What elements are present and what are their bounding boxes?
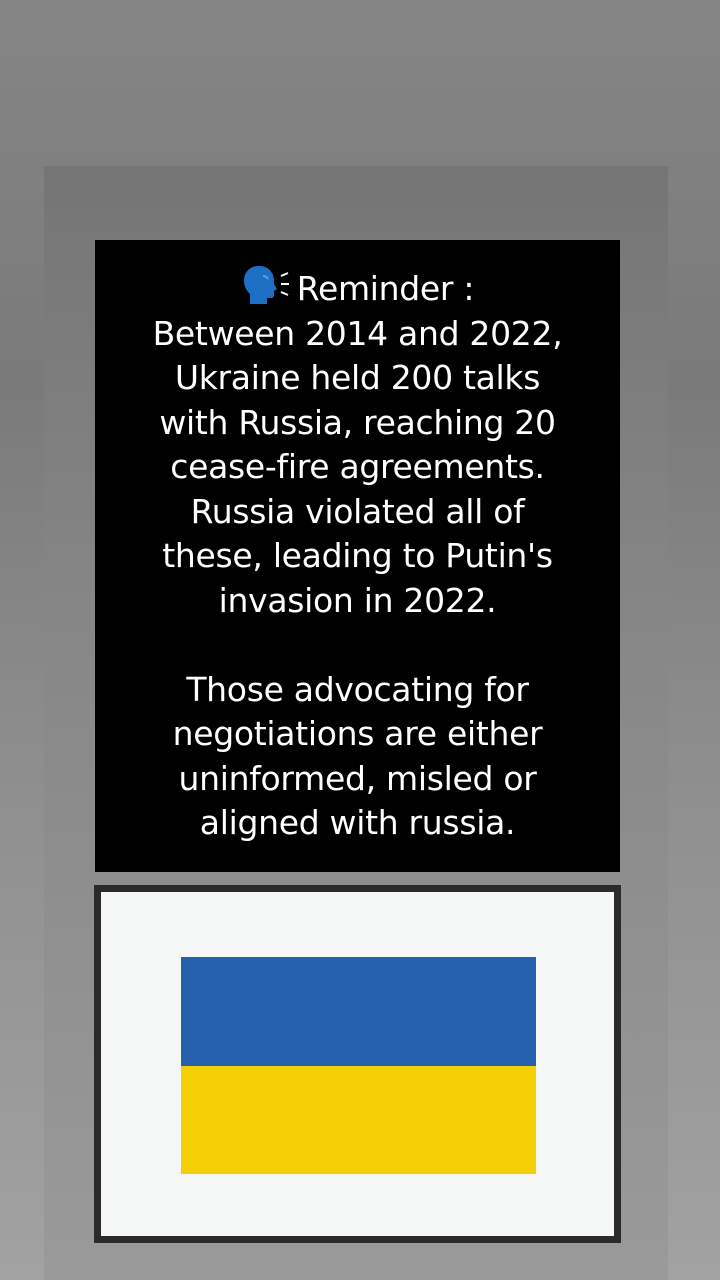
post-text-line: negotiations are either bbox=[172, 714, 543, 753]
post-text-line: with Russia, reaching 20 bbox=[159, 402, 556, 442]
post-text-line: Those advocating for bbox=[186, 669, 529, 709]
post-text-line: cease-fire agreements. bbox=[170, 447, 545, 486]
flag-blue-stripe bbox=[181, 957, 536, 1066]
post-text-line: Between 2014 and 2022, bbox=[152, 313, 563, 353]
speaking-head-icon bbox=[241, 264, 293, 306]
post-text-line: Russia violated all of bbox=[190, 491, 525, 531]
reminder-heading: Reminder : bbox=[296, 269, 475, 308]
post-text-line: aligned with russia. bbox=[199, 803, 516, 842]
reminder-heading-line bbox=[95, 264, 620, 312]
post-text-line: invasion in 2022. bbox=[218, 580, 497, 620]
paragraph-spacer bbox=[95, 623, 620, 668]
post-text-line: these, leading to Putin's bbox=[162, 536, 553, 575]
flag-yellow-stripe bbox=[181, 1066, 536, 1175]
post-text-line: uninformed, misled or bbox=[178, 758, 537, 798]
text-card bbox=[95, 240, 620, 872]
flag-card bbox=[94, 885, 621, 1243]
post-text-line: Ukraine held 200 talks bbox=[174, 358, 541, 397]
ukraine-flag-image bbox=[181, 957, 536, 1174]
